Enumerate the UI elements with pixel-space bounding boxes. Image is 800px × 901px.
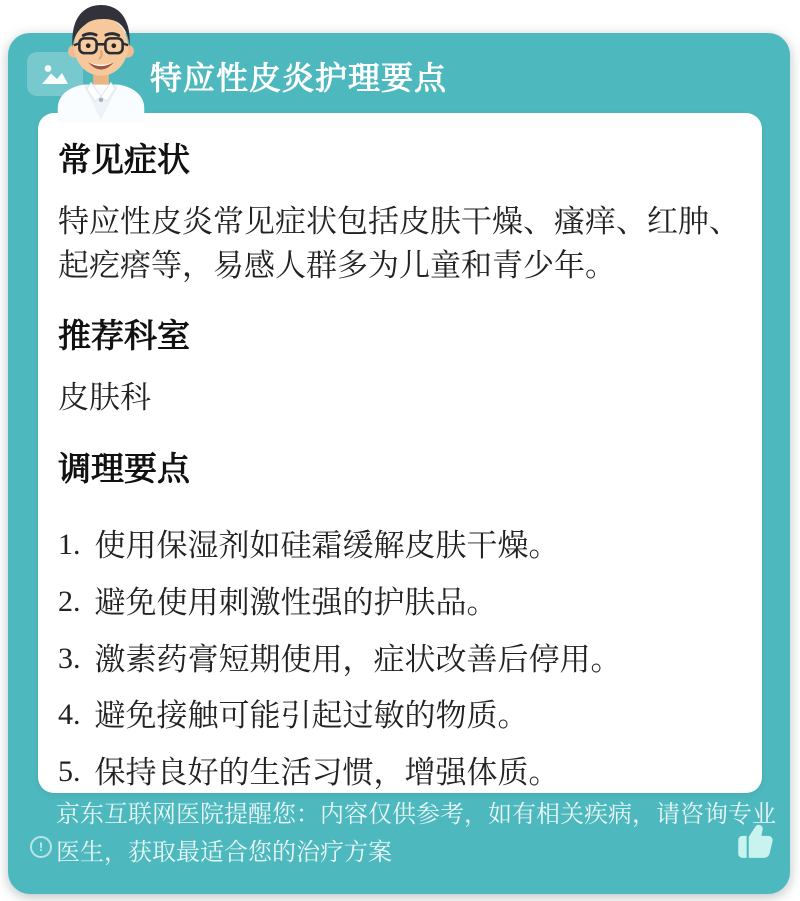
list-item-number: 1. [58,527,81,561]
doctor-avatar [42,0,160,123]
care-points-list [58,525,744,793]
list-item [58,752,744,793]
list-item [58,639,744,681]
list-item [58,525,744,567]
list-item [58,582,744,624]
list-item-number: 4. [58,698,81,732]
health-info-bubble [8,33,790,894]
list-item-text: 避免使用刺激性强的护肤品。 [94,584,498,620]
section-heading-symptoms: 常见症状 [58,141,190,178]
page-title: 特应性皮炎护理要点 [150,60,448,96]
symptoms-text: 特应性皮炎常见症状包括皮肤干燥、瘙痒、红肿、起疙瘩等，易感人群多为儿童和青少年。 [58,204,740,283]
disclaimer-text: 京东互联网医院提醒您：内容仅供参考，如有相关疾病，请咨询专业医生，获取最适合您的治疗方案 [56,801,776,867]
section-heading-department: 推荐科室 [58,317,190,355]
content-card [38,113,762,793]
list-item-number: 2. [58,584,81,618]
list-item-text: 避免接触可能引起过敏的物质。 [94,698,529,734]
list-item-text: 激素药膏短期使用，症状改善后停用。 [94,641,622,677]
department-text: 皮肤科 [58,380,151,416]
list-item-number: 3. [58,641,81,675]
list-item-text: 保持良好的生活习惯，增强体质。 [94,755,560,791]
list-item-number: 5. [58,755,81,789]
thumbs-up-icon[interactable] [735,818,773,860]
list-item [58,695,744,737]
list-item-text: 使用保湿剂如硅霜缓解皮肤干燥。 [94,527,560,563]
section-heading-care-points: 调理要点 [58,449,190,487]
info-icon: ! [30,836,52,858]
